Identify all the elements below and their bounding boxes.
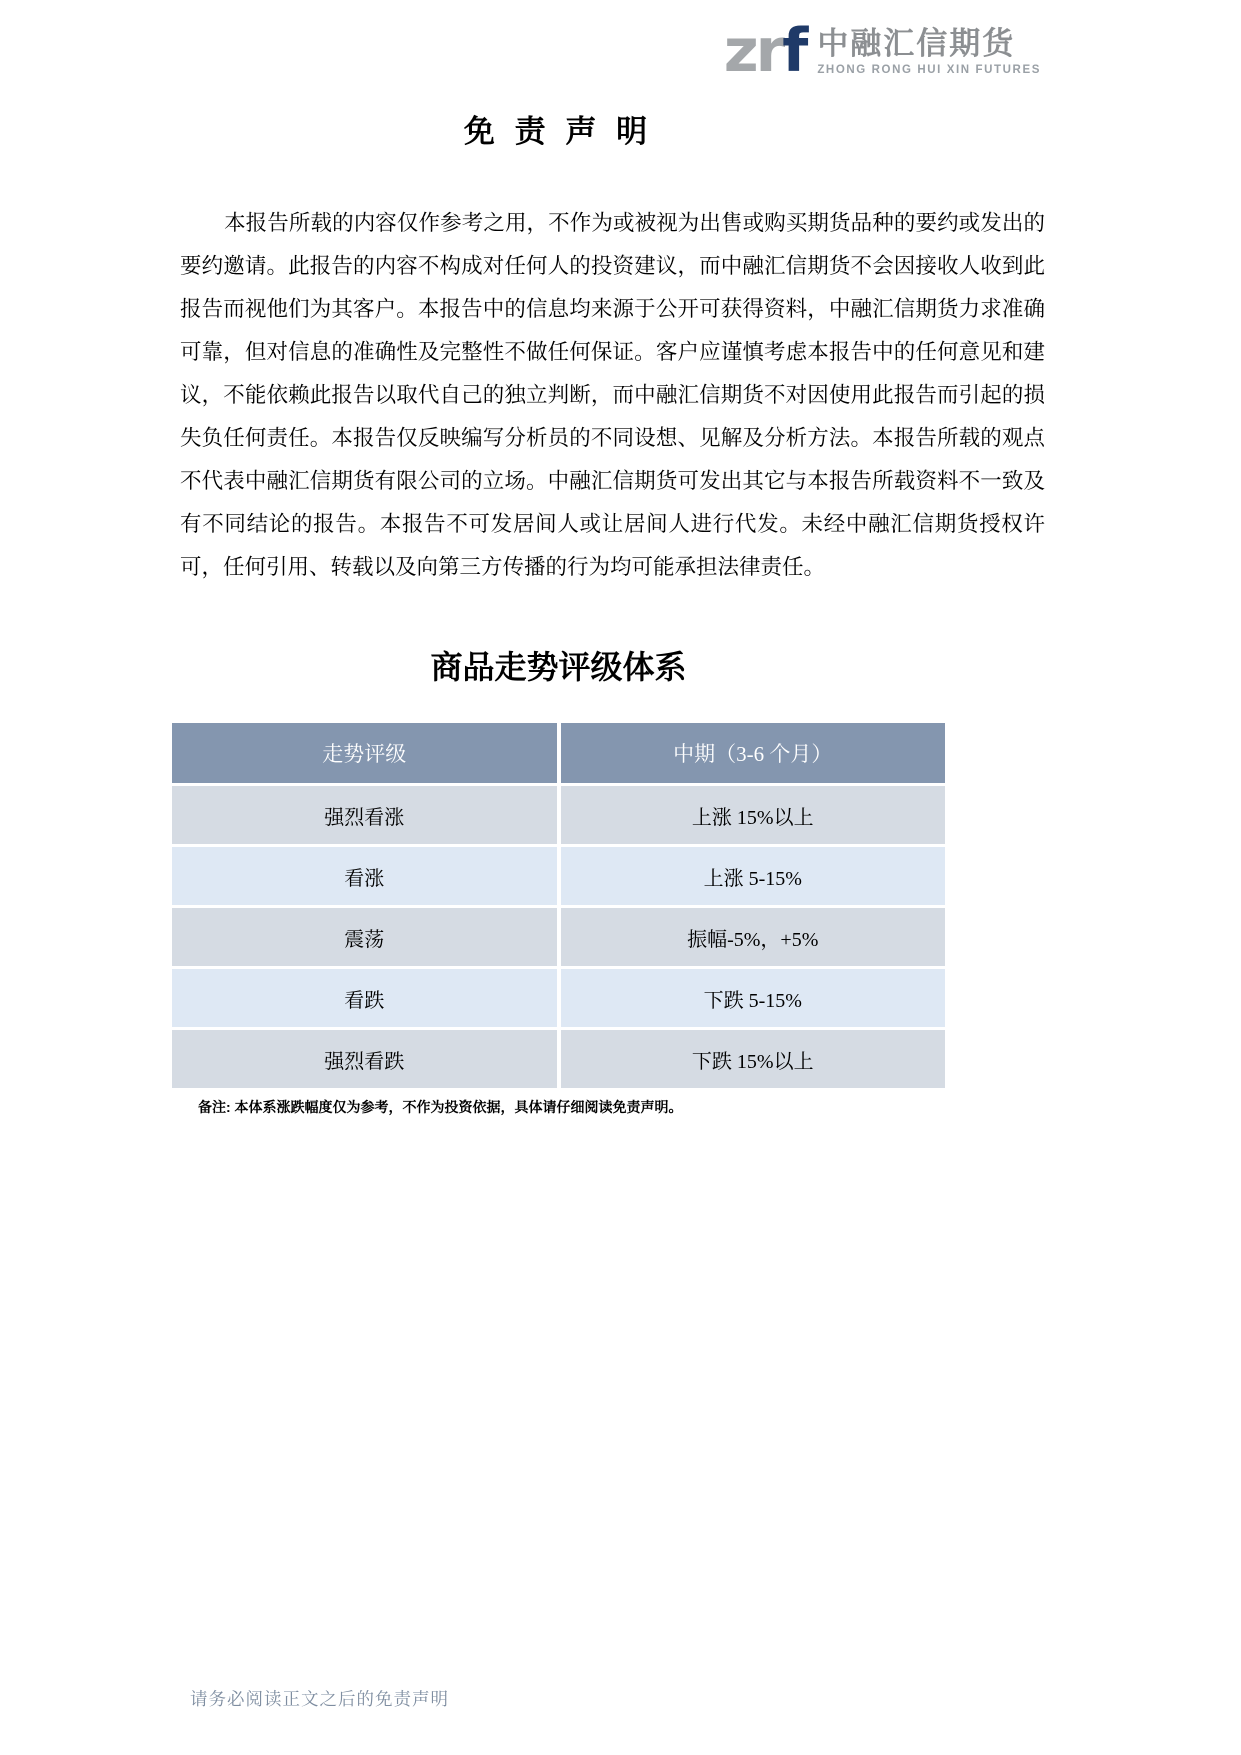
disclaimer-paragraph: 本报告所载的内容仅作参考之用，不作为或被视为出售或购买期货品种的要约或发出的要约邀请。此报告的内容不构成对任何人的投资建议，而中融汇信期货不会因接收人收到此报告而视他们为其客户。本报告中的信息均来源于公开可获得资料，中融汇信期货力求准确可靠，但对信息的准确性及完整性不做任何保证。客户应谨慎考虑本报告中的任何意见和建议，不能依赖此报告以取代自己的独立判断，而中融汇信期货不对因使用此报告而引起的损失负任何责任。本报告仅反映编写分析员的不同设想、见解及分析方法。本报告所载的观点不代表中融汇信期货有限公司的立场。中融汇信期货可发出其它与本报告所载资料不一致及有不同结论的报告。本报告不可发居间人或让居间人进行代发。未经中融汇信期货授权许可，任何引用、转载以及向第三方传播的行为均可能承担法律责任。 [180,210,1045,579]
rating-cell: 强烈看涨 [172,786,557,844]
zrf-logo-icon [723,16,806,86]
table-note: 备注: 本体系涨跌幅度仅为参考，不作为投资依据，具体请仔细阅读免责声明。 [198,1099,683,1115]
rating-cell: 看涨 [172,847,557,905]
table-row [172,969,945,1027]
company-name-cn: 中融汇信期货 [817,25,1016,61]
footer-disclaimer-note: 请务必阅读正文之后的免责声明 [190,1689,449,1709]
range-cell: 上涨 5-15% [561,847,946,905]
page-title: 免 责 声 明 [463,114,654,149]
rating-cell: 看跌 [172,969,557,1027]
rating-cell: 震荡 [172,908,557,966]
range-cell: 上涨 15%以上 [561,786,946,844]
header-cell-midterm: 中期（3-6 个月） [561,723,946,783]
table-row [172,1030,945,1088]
table-row [172,847,945,905]
table-row [172,786,945,844]
range-cell: 下跌 5-15% [561,969,946,1027]
logo-mark-blue: f [782,16,806,86]
logo-names [817,27,1041,78]
rating-cell: 强烈看跌 [172,1030,557,1088]
table-row [172,908,945,966]
range-cell: 振幅-5%，+5% [561,908,946,966]
header-cell-rating: 走势评级 [172,723,557,783]
company-logo [723,16,1041,86]
range-cell: 下跌 15%以上 [561,1030,946,1088]
logo-mark-gray: zr [723,16,783,86]
section-title: 商品走势评级体系 [430,649,687,685]
table-header-row [172,723,945,783]
company-name-en: ZHONG RONG HUI XIN FUTURES [817,64,1041,76]
rating-table [172,723,945,1091]
